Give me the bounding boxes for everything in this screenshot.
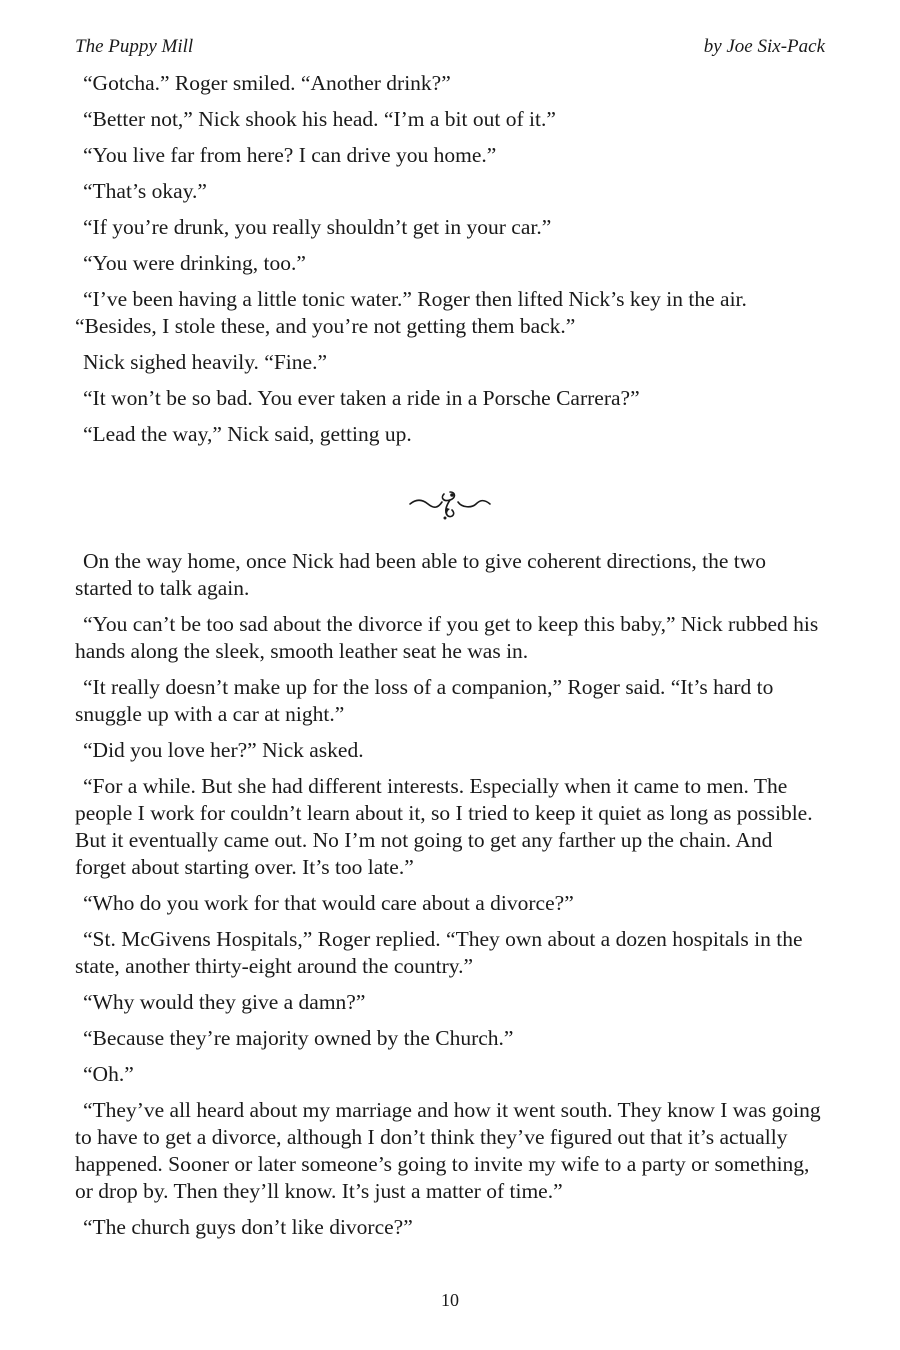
fleuron-divider-icon [400, 484, 500, 524]
book-title: The Puppy Mill [75, 36, 194, 57]
paragraph: “Better not,” Nick shook his head. “I’m a bit out of it.” [83, 107, 556, 131]
paragraph: Nick sighed heavily. “Fine.” [83, 350, 327, 374]
author-name: by Joe Six-Pack [703, 36, 825, 57]
text-block-after-break [75, 548, 827, 1250]
paragraph: “They’ve all heard about my marriage and how it went south. They know I was going to have to get a divorce, although I don’t think they’ve figured out that it’s actually happened. Sooner or later someone’s going to invite my wife to a party or something, or drop by. Then they’ll know. It’s just a matter of time.” [75, 1098, 821, 1203]
paragraph: “Who do you work for that would care about a divorce?” [83, 891, 574, 915]
paragraph: “Oh.” [83, 1062, 134, 1086]
paragraph: “Because they’re majority owned by the Church.” [83, 1026, 514, 1050]
paragraph: “It won’t be so bad. You ever taken a ride in a Porsche Carrera?” [83, 386, 640, 410]
paragraph: “You live far from here? I can drive you home.” [83, 143, 497, 167]
paragraph: On the way home, once Nick had been able to give coherent directions, the two started to talk again. [75, 549, 766, 600]
paragraph: “The church guys don’t like divorce?” [83, 1215, 413, 1239]
paragraph: “If you’re drunk, you really shouldn’t get in your car.” [83, 215, 552, 239]
paragraph: “Lead the way,” Nick said, getting up. [83, 422, 412, 446]
running-head [75, 36, 825, 62]
paragraph: “You can’t be too sad about the divorce if you get to keep this baby,” Nick rubbed his hands along the sleek, smooth leather seat he was in. [75, 612, 819, 663]
paragraph: “You were drinking, too.” [83, 251, 306, 275]
page-number: 10 [441, 1290, 459, 1310]
paragraph: “That’s okay.” [83, 179, 207, 203]
paragraph: “Why would they give a damn?” [83, 990, 366, 1014]
paragraph: “For a while. But she had different interests. Especially when it came to men. The people I work for couldn’t learn about it, so I tried to keep it quiet as long as possible. But it eventually came out. No I’m not going to get any farther up the chain. And forget about starting over. It’s too late.” [75, 774, 813, 879]
paragraph: “Gotcha.” Roger smiled. “Another drink?” [83, 71, 451, 95]
text-block-before-break [75, 70, 827, 457]
paragraph: “I’ve been having a little tonic water.” Roger then lifted Nick’s key in the air. “Besides, I stole these, and you’re not getting them back.” [75, 287, 747, 338]
paragraph: “Did you love her?” Nick asked. [83, 738, 364, 762]
paragraph: “It really doesn’t make up for the loss of a companion,” Roger said. “It’s hard to snuggle up with a car at night.” [75, 675, 774, 726]
paragraph: “St. McGivens Hospitals,” Roger replied. “They own about a dozen hospitals in the state, another thirty-eight around the country.” [75, 927, 803, 978]
